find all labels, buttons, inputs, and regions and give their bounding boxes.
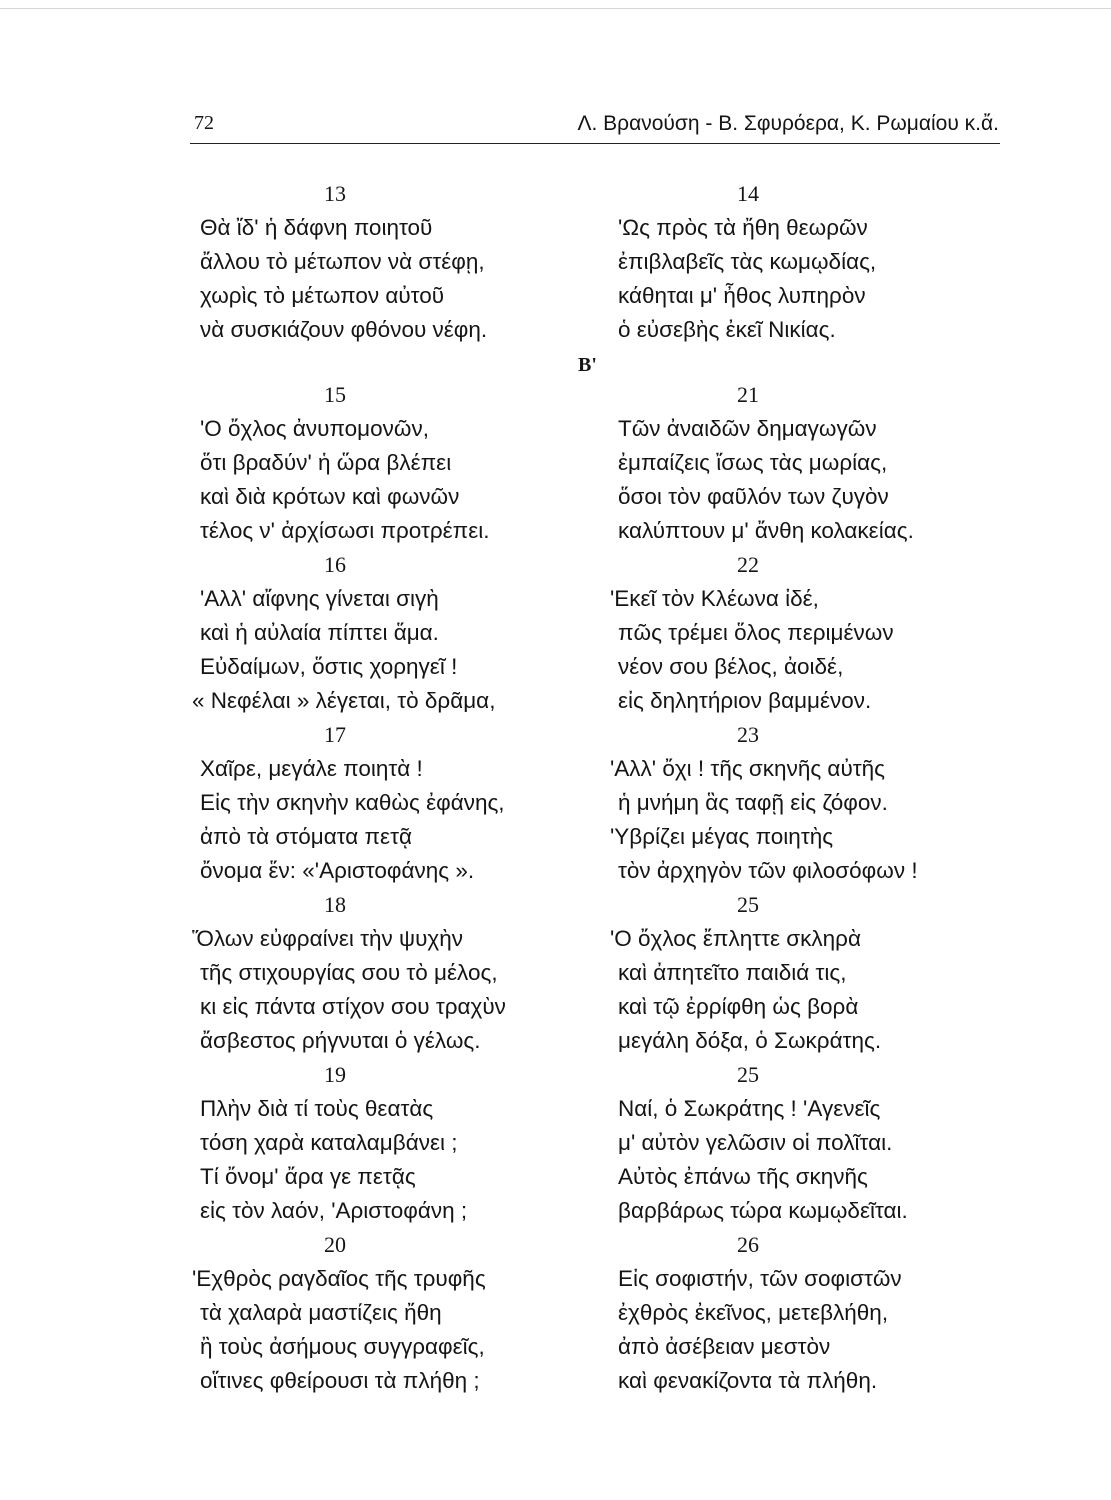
verse-line: εἰς δηλητήριον βαμμένον.	[618, 688, 872, 713]
stanza-number: 18	[324, 892, 346, 917]
verse-line: ὅτι βραδύν' ἡ ὥρα βλέπει	[200, 450, 452, 475]
stanza-number: 25	[737, 892, 759, 917]
verse-line: κι εἰς πάντα στίχον σου τραχὺν	[200, 994, 506, 1019]
verse-line: 'Εχθρὸς ραγδαῖος τῆς τρυφῆς	[192, 1266, 486, 1291]
verse-line: 'Ο ὄχλος ἔπληττε σκληρὰ	[610, 926, 861, 951]
verse-line: τῆς στιχουργίας σου τὸ μέλος,	[200, 960, 498, 985]
verse-line: ὄνομα ἕν: «'Αριστοφάνης ».	[200, 858, 475, 883]
stanza-number: 26	[737, 1232, 759, 1257]
header-rule	[190, 143, 1000, 144]
verse-line: οἵτινες φθείρουσι τὰ πλήθη ;	[200, 1368, 480, 1393]
verse-line: 'Ως πρὸς τὰ ἤθη θεωρῶν	[618, 215, 868, 240]
verse-line: τὸν ἀρχηγὸν τῶν φιλοσόφων !	[618, 858, 918, 883]
verse-line: πῶς τρέμει ὅλος περιμένων	[618, 620, 894, 645]
verse-line: ἢ τοὺς ἀσήμους συγγραφεῖς,	[200, 1334, 485, 1359]
verse-line: ἄσβεστος ρήγνυται ὁ γέλως.	[200, 1028, 481, 1053]
verse-line: Τῶν ἀναιδῶν δημαγωγῶν	[618, 416, 877, 441]
stanza-number: 14	[737, 181, 759, 206]
verse-line: καὶ ἀπητεῖτο παιδιά τις,	[618, 960, 847, 985]
verse-line: καὶ φενακίζοντα τὰ πλήθη.	[618, 1368, 878, 1393]
verse-line: καὶ διὰ κρότων καὶ φωνῶν	[200, 484, 460, 509]
verse-line: τὰ χαλαρὰ μαστίζεις ἤθη	[200, 1300, 442, 1325]
verse-line: τόση χαρὰ καταλαμβάνει ;	[200, 1130, 458, 1155]
stanza-number: 15	[324, 382, 346, 407]
verse-line: 'Υβρίζει μέγας ποιητὴς	[610, 824, 834, 849]
verse-line: 'Αλλ' αἴφνης γίνεται σιγὴ	[200, 586, 439, 611]
verse-line: ἀπὸ ἀσέβειαν μεστὸν	[618, 1334, 831, 1359]
stanza-number: 23	[737, 722, 759, 747]
verse-line: Θὰ ἴδ' ἡ δάφνη ποιητοῦ	[200, 215, 433, 240]
verse-line: κάθηται μ' ἦθος λυπηρὸν	[618, 283, 866, 308]
stanza-number: 19	[324, 1062, 346, 1087]
verse-line: μ' αὐτὸν γελῶσιν οἱ πολῖται.	[618, 1130, 893, 1155]
stanza-number: 25	[737, 1062, 759, 1087]
running-head: Λ. Βρανούση - Β. Σφυρόερα, Κ. Ρωμαίου κ.ἄ.	[577, 112, 999, 135]
stanza-number: 13	[324, 181, 346, 206]
verse-line: 'Εκεῖ τὸν Κλέωνα ἰδέ,	[610, 586, 819, 611]
page-number: 72	[194, 112, 214, 134]
verse-line: Εὐδαίμων, ὅστις χορηγεῖ !	[200, 654, 458, 679]
stanza-number: 16	[324, 552, 346, 577]
verse-line: ἐμπαίζεις ἴσως τὰς μωρίας,	[618, 450, 888, 475]
verse-line: 'Ο ὄχλος ἀνυπομονῶν,	[200, 416, 429, 441]
stanza-number: 17	[324, 722, 346, 747]
verse-line: 'Αλλ' ὄχι ! τῆς σκηνῆς αὐτῆς	[610, 756, 885, 781]
verse-line: ἀπὸ τὰ στόματα πετᾷ	[200, 824, 412, 849]
verse-line: Τί ὄνομ' ἄρα γε πετᾷς	[200, 1164, 416, 1189]
verse-line: καὶ ἡ αὐλαία πίπτει ἅμα.	[200, 620, 439, 645]
verse-line: τέλος ν' ἀρχίσωσι προτρέπει.	[200, 518, 490, 543]
verse-line: « Νεφέλαι » λέγεται, τὸ δρᾶμα,	[192, 688, 496, 713]
verse-line: ὅσοι τὸν φαῦλόν των ζυγὸν	[618, 484, 889, 509]
verse-line: Χαῖρε, μεγάλε ποιητὰ !	[200, 756, 423, 781]
verse-line: ἐχθρὸς ἐκεῖνος, μετεβλήθη,	[618, 1300, 889, 1325]
page-top-edge	[0, 8, 1111, 9]
verse-line: μεγάλη δόξα, ὁ Σωκράτης.	[618, 1028, 882, 1053]
verse-line: ἡ μνήμη ἃς ταφῇ εἰς ζόφον.	[618, 790, 888, 815]
verse-line: Ὅλων εὐφραίνει τὴν ψυχὴν	[192, 926, 463, 951]
section-mark: Β'	[578, 354, 597, 376]
verse-line: Εἰς σοφιστήν, τῶν σοφιστῶν	[618, 1266, 902, 1291]
stanza-number: 20	[324, 1232, 346, 1257]
verse-line: ἐπιβλαβεῖς τὰς κωμῳδίας,	[618, 249, 877, 274]
stanza-number: 22	[737, 552, 759, 577]
verse-line: Πλὴν διὰ τί τοὺς θεατὰς	[200, 1096, 434, 1121]
verse-line: Εἰς τὴν σκηνὴν καθὼς ἐφάνης,	[200, 790, 505, 815]
verse-line: εἰς τὸν λαόν, 'Αριστοφάνη ;	[200, 1198, 468, 1223]
verse-line: καλύπτουν μ' ἄνθη κολακείας.	[618, 518, 914, 543]
verse-line: ἄλλου τὸ μέτωπον νὰ στέφῃ,	[200, 249, 485, 274]
verse-line: ὁ εὐσεβὴς ἐκεῖ Νικίας.	[618, 317, 836, 342]
verse-line: Αὐτὸς ἐπάνω τῆς σκηνῆς	[618, 1164, 868, 1189]
verse-line: χωρὶς τὸ μέτωπον αὐτοῦ	[200, 283, 445, 308]
verse-line: νὰ συσκιάζουν φθόνου νέφη.	[200, 317, 488, 342]
verse-line: Ναί, ὁ Σωκράτης ! 'Αγενεῖς	[618, 1096, 881, 1121]
stanza-number: 21	[737, 382, 759, 407]
verse-line: καὶ τῷ ἐρρίφθη ὡς βορὰ	[618, 994, 859, 1019]
verse-line: βαρβάρως τώρα κωμῳδεῖται.	[618, 1198, 908, 1223]
verse-line: νέον σου βέλος, ἀοιδέ,	[618, 654, 844, 679]
